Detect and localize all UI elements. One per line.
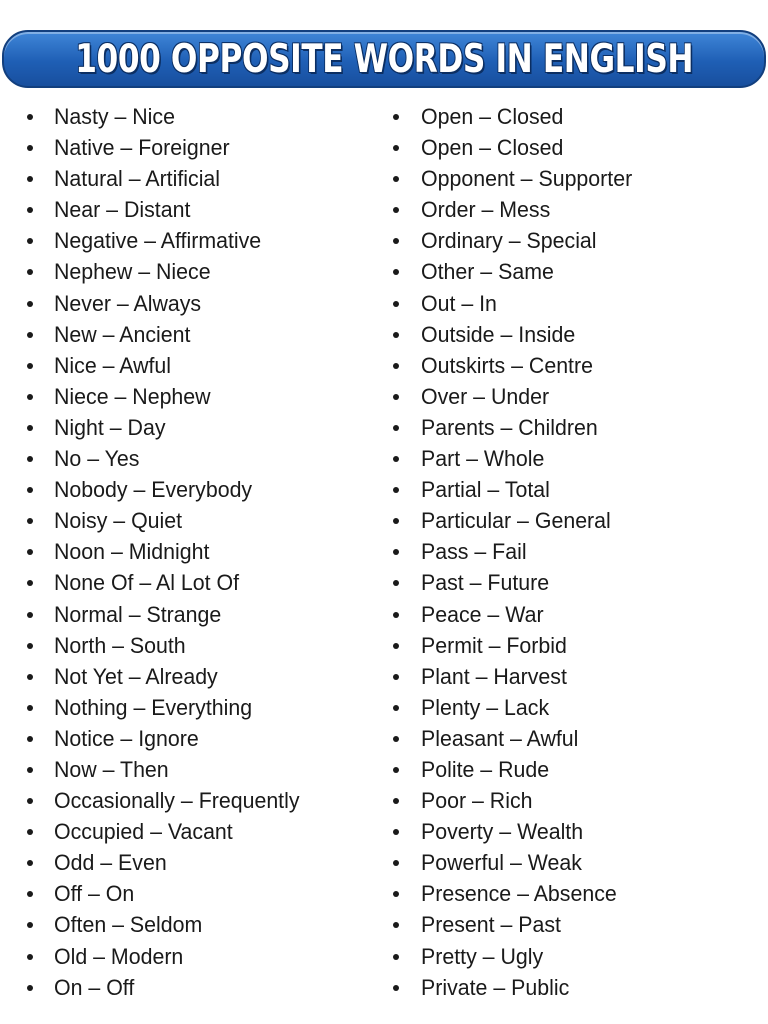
bullet-icon bbox=[393, 860, 399, 866]
bullet-icon bbox=[27, 487, 33, 493]
bullet-icon bbox=[27, 860, 33, 866]
bullet-icon bbox=[393, 425, 399, 431]
list-item bbox=[387, 909, 763, 940]
list-item bbox=[387, 225, 763, 256]
bullet-icon bbox=[27, 767, 33, 773]
list-item bbox=[20, 474, 380, 505]
bullet-icon bbox=[27, 207, 33, 213]
bullet-icon bbox=[393, 238, 399, 244]
word-pair: Open – Closed bbox=[421, 135, 564, 161]
list-item bbox=[387, 972, 763, 1003]
list-item bbox=[20, 412, 380, 443]
list-item bbox=[387, 132, 763, 163]
page-title: 1000 OPPOSITE WORDS IN ENGLISH bbox=[75, 36, 693, 82]
bullet-icon bbox=[27, 549, 33, 555]
bullet-icon bbox=[393, 829, 399, 835]
word-pair: Occupied – Vacant bbox=[54, 819, 233, 845]
bullet-icon bbox=[27, 425, 33, 431]
word-pair: None Of – Al Lot Of bbox=[54, 570, 240, 596]
list-item bbox=[387, 847, 763, 878]
word-pair: Pass – Fail bbox=[421, 539, 527, 565]
list-item bbox=[20, 692, 380, 723]
list-item bbox=[20, 288, 380, 319]
word-pair: Natural – Artificial bbox=[54, 166, 221, 192]
bullet-icon bbox=[393, 985, 399, 991]
list-item bbox=[387, 785, 763, 816]
word-pair: Odd – Even bbox=[54, 850, 167, 876]
bullet-icon bbox=[393, 767, 399, 773]
bullet-icon bbox=[27, 891, 33, 897]
word-pair: Old – Modern bbox=[54, 943, 184, 969]
list-item bbox=[387, 474, 763, 505]
bullet-icon bbox=[393, 954, 399, 960]
list-item bbox=[20, 909, 380, 940]
bullet-icon bbox=[393, 269, 399, 275]
bullet-icon bbox=[27, 394, 33, 400]
list-item bbox=[387, 194, 763, 225]
word-pair: Out – In bbox=[421, 290, 497, 316]
word-pair: Order – Mess bbox=[421, 197, 551, 223]
word-pair: Open – Closed bbox=[421, 104, 564, 129]
list-item bbox=[20, 163, 380, 194]
bullet-icon bbox=[27, 705, 33, 711]
word-pair: Outskirts – Centre bbox=[421, 352, 593, 378]
word-pair: Occasionally – Frequently bbox=[54, 788, 300, 814]
word-pair: North – South bbox=[54, 632, 186, 658]
word-pair: Nobody – Everybody bbox=[54, 477, 253, 503]
list-item bbox=[387, 723, 763, 754]
word-pair: Notice – Ignore bbox=[54, 725, 199, 751]
bullet-icon bbox=[27, 954, 33, 960]
list-item bbox=[387, 941, 763, 972]
word-pair: Private – Public bbox=[421, 974, 570, 1000]
list-item bbox=[387, 661, 763, 692]
word-pair: Particular – General bbox=[421, 508, 611, 534]
word-pair: Negative – Affirmative bbox=[54, 228, 262, 254]
list-item bbox=[20, 661, 380, 692]
list-item bbox=[387, 816, 763, 847]
word-pair: Nephew – Niece bbox=[54, 259, 211, 285]
list-item bbox=[387, 101, 763, 132]
word-pair: Polite – Rude bbox=[421, 756, 550, 782]
list-item bbox=[387, 381, 763, 412]
list-item bbox=[387, 350, 763, 381]
word-pair: No – Yes bbox=[54, 446, 140, 472]
list-item bbox=[387, 288, 763, 319]
bullet-icon bbox=[393, 114, 399, 120]
list-item bbox=[20, 878, 380, 909]
bullet-icon bbox=[393, 798, 399, 804]
bullet-icon bbox=[27, 612, 33, 618]
list-item bbox=[20, 443, 380, 474]
list-item bbox=[20, 847, 380, 878]
word-pair: Now – Then bbox=[54, 756, 169, 782]
list-item bbox=[20, 319, 380, 350]
list-item bbox=[20, 599, 380, 630]
word-pair: Plant – Harvest bbox=[421, 663, 567, 689]
word-pair: Part – Whole bbox=[421, 446, 545, 472]
word-pair: Plenty – Lack bbox=[421, 694, 550, 720]
list-item bbox=[20, 630, 380, 661]
word-pair: Poor – Rich bbox=[421, 788, 533, 814]
word-pair: New – Ancient bbox=[54, 321, 191, 347]
list-item bbox=[20, 132, 380, 163]
word-pair: Night – Day bbox=[54, 414, 166, 440]
list-item bbox=[387, 692, 763, 723]
list-item bbox=[20, 567, 380, 598]
list-item bbox=[20, 536, 380, 567]
list-item bbox=[20, 225, 380, 256]
bullet-icon bbox=[393, 705, 399, 711]
word-pair: Past – Future bbox=[421, 570, 550, 596]
bullet-icon bbox=[27, 798, 33, 804]
list-item bbox=[387, 567, 763, 598]
list-item bbox=[387, 443, 763, 474]
list-item bbox=[20, 505, 380, 536]
bullet-icon bbox=[27, 332, 33, 338]
list-item bbox=[20, 350, 380, 381]
bullet-icon bbox=[393, 207, 399, 213]
bullet-icon bbox=[27, 238, 33, 244]
word-pair: Poverty – Wealth bbox=[421, 819, 584, 845]
bullet-icon bbox=[393, 456, 399, 462]
list-item bbox=[387, 505, 763, 536]
bullet-icon bbox=[393, 487, 399, 493]
list-item bbox=[20, 101, 380, 132]
word-pair: Noon – Midnight bbox=[54, 539, 210, 565]
word-pair: Partial – Total bbox=[421, 477, 550, 503]
bullet-icon bbox=[393, 736, 399, 742]
bullet-icon bbox=[393, 332, 399, 338]
bullet-icon bbox=[393, 363, 399, 369]
bullet-icon bbox=[27, 922, 33, 928]
word-pair: Nice – Awful bbox=[54, 352, 172, 378]
list-item bbox=[387, 878, 763, 909]
word-pair: Presence – Absence bbox=[421, 881, 617, 907]
word-pair: Powerful – Weak bbox=[421, 850, 582, 876]
word-pair: Outside – Inside bbox=[421, 321, 576, 347]
list-item bbox=[387, 256, 763, 287]
bullet-icon bbox=[27, 301, 33, 307]
bullet-icon bbox=[27, 176, 33, 182]
title-banner bbox=[2, 30, 766, 88]
bullet-icon bbox=[393, 518, 399, 524]
list-item bbox=[20, 754, 380, 785]
word-pair: Near – Distant bbox=[54, 197, 191, 223]
bullet-icon bbox=[27, 674, 33, 680]
word-pair: Ordinary – Special bbox=[421, 228, 597, 254]
bullet-icon bbox=[393, 674, 399, 680]
bullet-icon bbox=[27, 829, 33, 835]
bullet-icon bbox=[393, 580, 399, 586]
word-pair: Normal – Strange bbox=[54, 601, 222, 627]
word-pair: Never – Always bbox=[54, 290, 202, 316]
list-item bbox=[20, 723, 380, 754]
bullet-icon bbox=[393, 394, 399, 400]
word-pair: Often – Seldom bbox=[54, 912, 203, 938]
word-pair: Niece – Nephew bbox=[54, 383, 211, 409]
word-pair: Peace – War bbox=[421, 601, 544, 627]
bullet-icon bbox=[27, 518, 33, 524]
bullet-icon bbox=[27, 269, 33, 275]
word-pair: Off – On bbox=[54, 881, 135, 907]
bullet-icon bbox=[27, 985, 33, 991]
word-pair: Pleasant – Awful bbox=[421, 725, 579, 751]
bullet-icon bbox=[27, 580, 33, 586]
list-item bbox=[387, 599, 763, 630]
bullet-icon bbox=[27, 145, 33, 151]
word-pair: Noisy – Quiet bbox=[54, 508, 183, 534]
list-item bbox=[20, 816, 380, 847]
list-item bbox=[387, 754, 763, 785]
list-item bbox=[387, 163, 763, 194]
word-pair: Permit – Forbid bbox=[421, 632, 567, 658]
bullet-icon bbox=[393, 891, 399, 897]
bullet-icon bbox=[27, 736, 33, 742]
list-item bbox=[387, 536, 763, 567]
bullet-icon bbox=[393, 922, 399, 928]
bullet-icon bbox=[27, 114, 33, 120]
word-pair: Present – Past bbox=[421, 912, 561, 938]
bullet-icon bbox=[393, 549, 399, 555]
bullet-icon bbox=[393, 145, 399, 151]
word-pair: Pretty – Ugly bbox=[421, 943, 544, 969]
list-item bbox=[20, 972, 380, 1003]
word-pair: Native – Foreigner bbox=[54, 135, 230, 161]
list-item bbox=[20, 381, 380, 412]
bullet-icon bbox=[393, 612, 399, 618]
bullet-icon bbox=[393, 301, 399, 307]
word-pair: Over – Under bbox=[421, 383, 550, 409]
word-pair: Not Yet – Already bbox=[54, 663, 218, 689]
word-pair: On – Off bbox=[54, 974, 135, 1000]
bullet-icon bbox=[393, 643, 399, 649]
list-item bbox=[20, 256, 380, 287]
list-item bbox=[387, 319, 763, 350]
word-pair: Nasty – Nice bbox=[54, 104, 175, 129]
word-pair: Opponent – Supporter bbox=[421, 166, 633, 192]
list-item bbox=[20, 194, 380, 225]
word-pair: Nothing – Everything bbox=[54, 694, 253, 720]
list-item bbox=[387, 630, 763, 661]
list-item bbox=[20, 785, 380, 816]
bullet-icon bbox=[27, 643, 33, 649]
list-item bbox=[387, 412, 763, 443]
word-pair: Other – Same bbox=[421, 259, 554, 285]
word-pair: Parents – Children bbox=[421, 414, 598, 440]
bullet-icon bbox=[27, 456, 33, 462]
bullet-icon bbox=[393, 176, 399, 182]
word-list-right bbox=[387, 101, 763, 1003]
bullet-icon bbox=[27, 363, 33, 369]
word-list-left bbox=[20, 101, 380, 1003]
list-item bbox=[20, 941, 380, 972]
